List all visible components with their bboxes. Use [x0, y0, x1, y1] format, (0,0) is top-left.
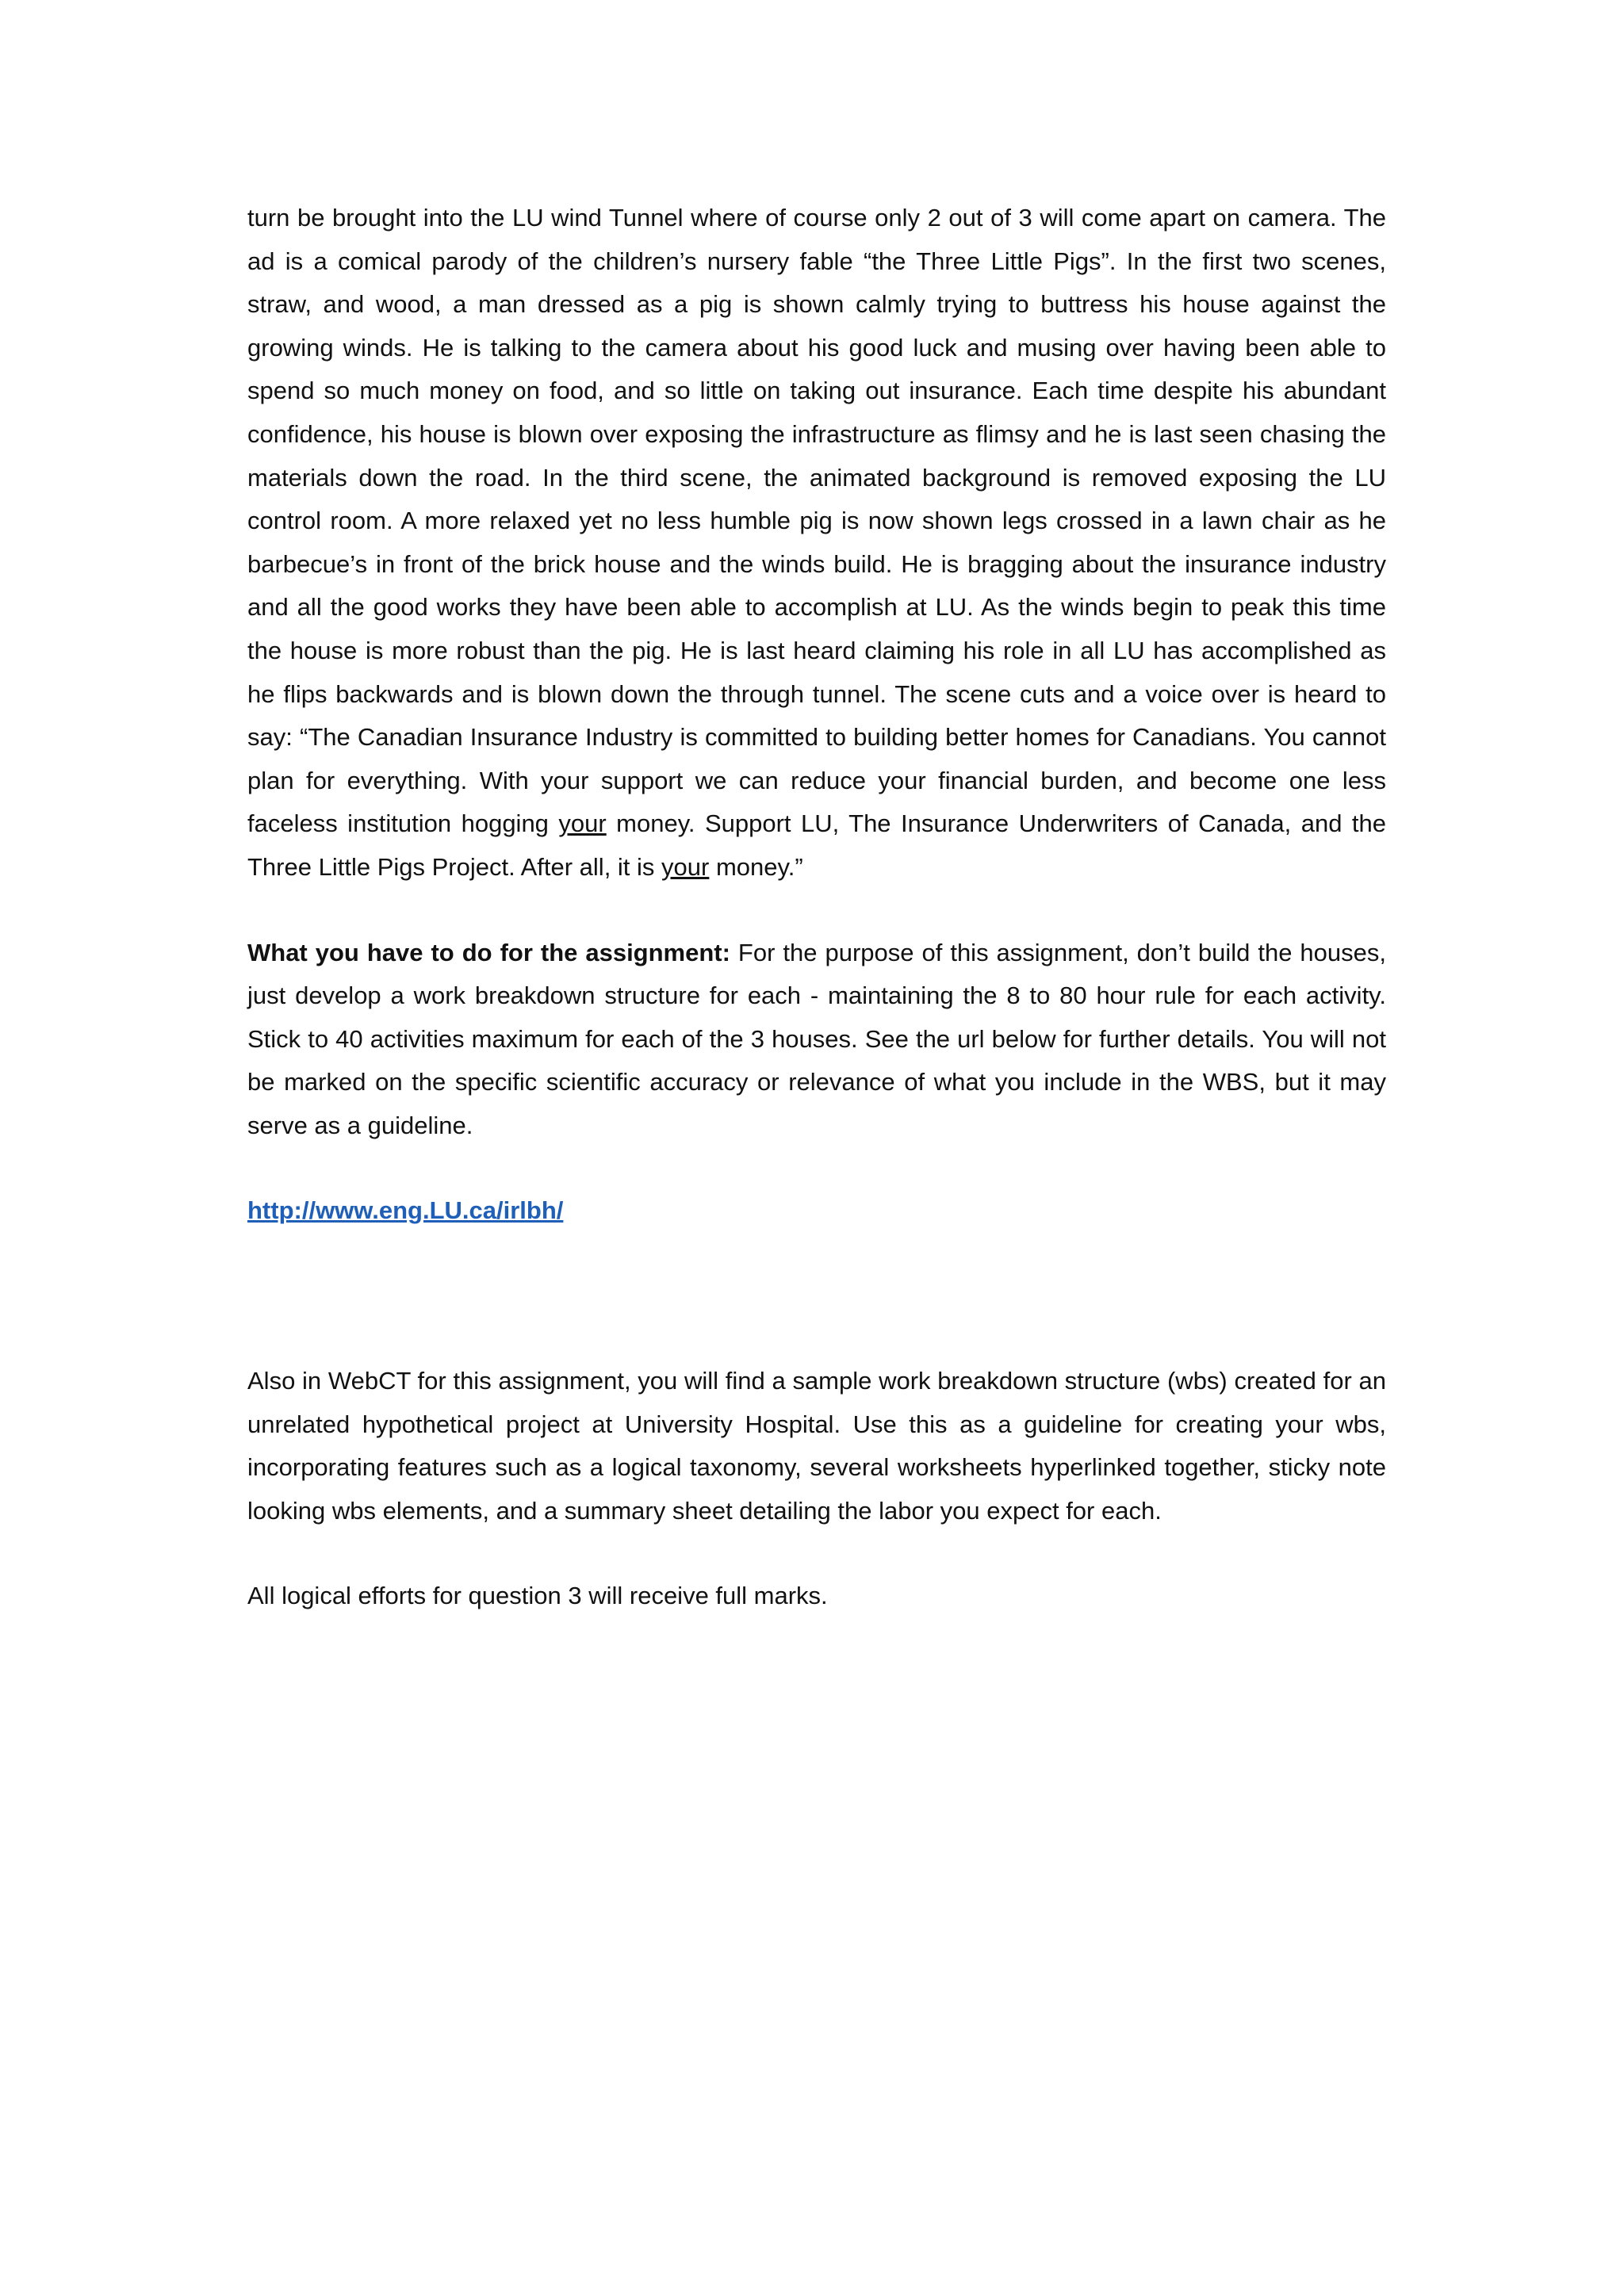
assignment-url-link[interactable]: http://www.eng.LU.ca/irlbh/ — [247, 1196, 564, 1225]
assignment-body: For the purpose of this assignment, don’t build the houses, just develop a work breakdown structure for each - maintaining the 8 to 80 hour rule for each activity. Stick to 40 activities maximum for each of the 3 houses. See the url below for further details. You will not be marked on the specific scientific accuracy or relevance of what you include in the WBS, but it may serve as a guideline. — [247, 938, 1387, 1139]
closing-paragraph: All logical efforts for question 3 will receive full marks. — [247, 1582, 828, 1610]
story-paragraph — [247, 197, 1386, 890]
story-emphasis-your-1: your — [558, 809, 607, 838]
assignment-heading: What you have to do for the assignment: — [247, 938, 730, 966]
story-text-part-2: money. Support LU, The Insurance Underwriters of Canada, and the Three Little Pigs Project. After all, it is — [247, 809, 1386, 881]
url-paragraph — [247, 1189, 1386, 1233]
story-text-part-3: money.” — [709, 852, 803, 881]
story-text-part-1: turn be brought into the LU wind Tunnel where of course only 2 out of 3 will come apart on camera. The ad is a comical parody of the children’s nursery fable “the Three Little Pigs”. In the first two scenes, straw, and wood, a man dressed as a pig is shown calmly trying to buttress his house against the growing winds. He is talking to the camera about his good luck and musing over having been able to spend so much money on food, and so little on taking out insurance. Each time despite his abundant confidence, his house is blown over exposing the infrastructure as flimsy and he is last seen chasing the materials down the road. In the third scene, the animated background is removed exposing the LU control room. A more relaxed yet no less humble pig is now shown legs crossed in a lawn chair as he barbecue’s in front of the brick house and the winds build. He is bragging about the insurance industry and all the good works they have been able to accomplish at LU. As the winds begin to peak this time the house is more robust than the pig. He is last heard claiming his role in all LU has accomplished as he flips backwards and is blown down the through tunnel. The scene cuts and a voice over is heard to say: “The Canadian Insurance Industry is committed to building better homes for Canadians. You cannot plan for everything. With your support we can reduce your financial burden, and become one less faceless institution hogging — [247, 204, 1386, 838]
story-emphasis-your-2: your — [661, 852, 710, 881]
document-page — [247, 197, 1386, 1618]
webct-paragraph: Also in WebCT for this assignment, you will find a sample work breakdown structure (wbs) created for an unrelated hypothetical project at University Hospital. Use this as a guideline for creating your wbs, incorporating features such as a logical taxonomy, several worksheets hyperlinked together, sticky note looking wbs elements, and a summary sheet detailing the labor you expect for each. — [247, 1367, 1386, 1525]
assignment-paragraph — [247, 932, 1386, 1148]
